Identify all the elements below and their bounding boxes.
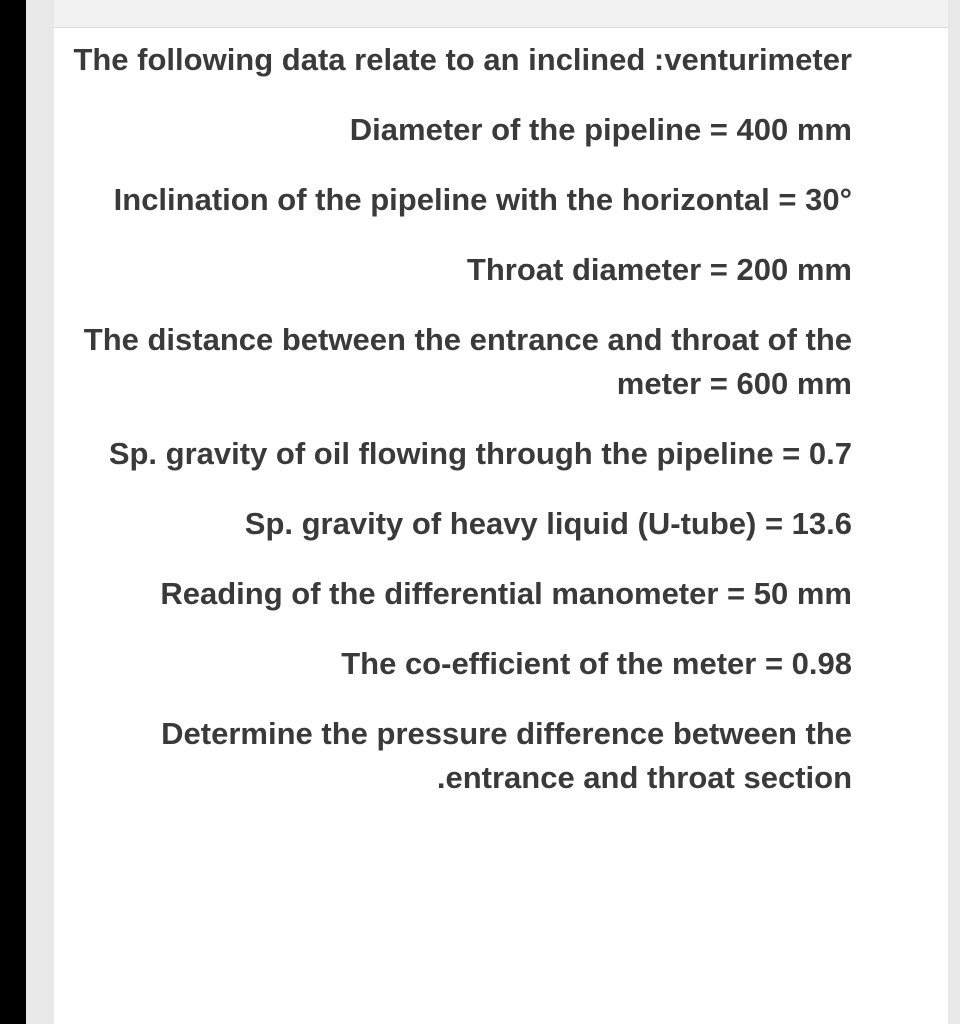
paragraph-heavy-liquid-gravity: Sp. gravity of heavy liquid (U-tube) = 13.6 — [244, 506, 852, 541]
left-black-edge — [0, 0, 26, 1024]
paragraph-oil-gravity: Sp. gravity of oil flowing through the pipeline = 0.7 — [108, 436, 852, 471]
paragraph-inclination: Inclination of the pipeline with the horizontal = 30° — [113, 182, 852, 217]
left-gray-margin — [26, 0, 54, 1024]
paragraph-coefficient: The co-efficient of the meter = 0.98 — [341, 646, 852, 681]
paragraph-throat-diameter: Throat diameter = 200 mm — [466, 252, 852, 287]
paragraph-question: Determine the pressure difference between the .entrance and throat section — [161, 716, 852, 795]
question-text — [60, 38, 852, 826]
top-card-edge — [54, 0, 948, 28]
paragraph-manometer-reading: Reading of the differential manometer = 50 mm — [160, 576, 852, 611]
paragraph-intro: The following data relate to an inclined :venturimeter — [73, 42, 852, 77]
paragraph-distance: The distance between the entrance and throat of the meter = 600 mm — [83, 322, 852, 401]
right-gray-margin — [948, 0, 960, 1024]
paragraph-pipeline-diameter: Diameter of the pipeline = 400 mm — [349, 112, 852, 147]
